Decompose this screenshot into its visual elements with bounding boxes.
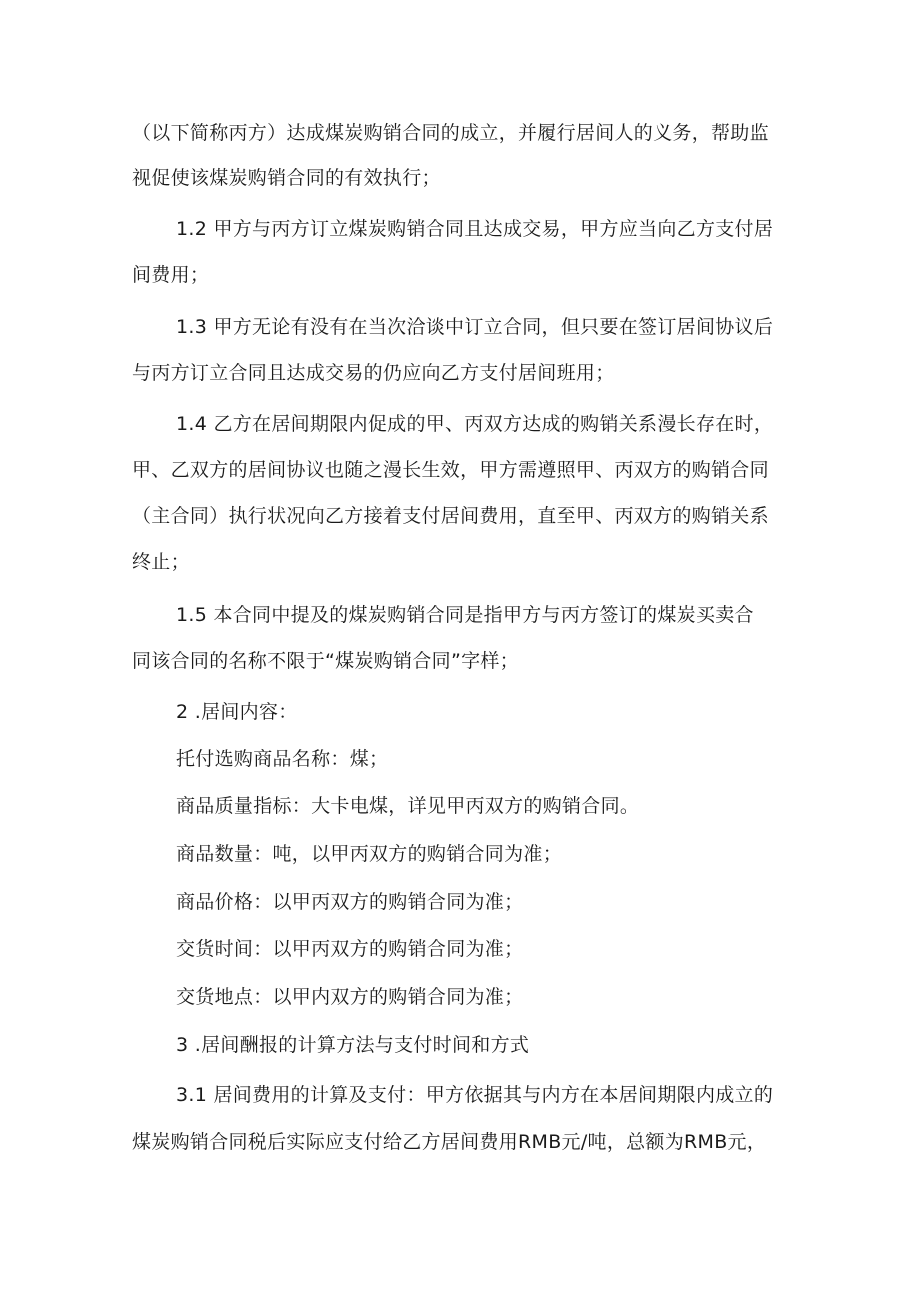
- content-item: 商品价格：以甲丙双方的购销合同为准；: [176, 891, 524, 913]
- paragraph-line: （主合同）执行状况向乙方接着支付居间费用，直至甲、丙双方的购销关系: [132, 505, 769, 527]
- content-item: 商品质量指标：大卡电煤，详见甲丙双方的购销合同。: [176, 795, 640, 817]
- paragraph-line: 煤炭购销合同税后实际应支付给乙方居间费用RMB元/吨，总额为RMB元，: [132, 1131, 767, 1153]
- content-item: 交货时间：以甲丙双方的购销合同为准；: [176, 938, 524, 960]
- paragraph-line: 同该合同的名称不限于“煤炭购销合同”字样；: [132, 650, 519, 672]
- paragraph-line: 甲、乙双方的居间协议也随之漫长生效，甲方需遵照甲、丙双方的购销合同: [132, 459, 769, 481]
- clause-3-1-line: 3.1 居间费用的计算及支付：甲方依据其与内方在本居间期限内成立的: [176, 1084, 774, 1106]
- paragraph-line: 终止；: [132, 551, 190, 573]
- paragraph-line: 间费用；: [132, 264, 210, 286]
- content-item: 商品数量：吨，以甲丙双方的购销合同为准；: [176, 843, 563, 865]
- content-item: 托付选购商品名称：煤；: [176, 748, 389, 770]
- clause-1-4-line: 1.4 乙方在居间期限内促成的甲、丙双方达成的购销关系漫长存在时，: [176, 413, 774, 435]
- clause-1-2-line: 1.2 甲方与丙方订立煤炭购销合同且达成交易，甲方应当向乙方支付居: [176, 218, 774, 240]
- content-item: 交货地点：以甲内双方的购销合同为准；: [176, 986, 524, 1008]
- section-3-heading: 3 .居间酬报的计算方法与支付时间和方式: [176, 1034, 530, 1056]
- paragraph-line: （以下简称丙方）达成煤炭购销合同的成立，并履行居间人的义务，帮助监: [132, 122, 769, 144]
- paragraph-line: 与丙方订立合同且达成交易的仍应向乙方支付居间班用；: [132, 362, 615, 384]
- clause-1-5-line: 1.5 本合同中提及的煤炭购销合同是指甲方与丙方签订的煤炭买卖合: [176, 604, 754, 626]
- paragraph-line: 视促使该煤炭购销合同的有效执行；: [132, 167, 441, 189]
- section-2-heading: 2 .居间内容：: [176, 701, 298, 723]
- clause-1-3-line: 1.3 甲方无论有没有在当次洽谈中订立合同，但只要在签订居间协议后: [176, 316, 774, 338]
